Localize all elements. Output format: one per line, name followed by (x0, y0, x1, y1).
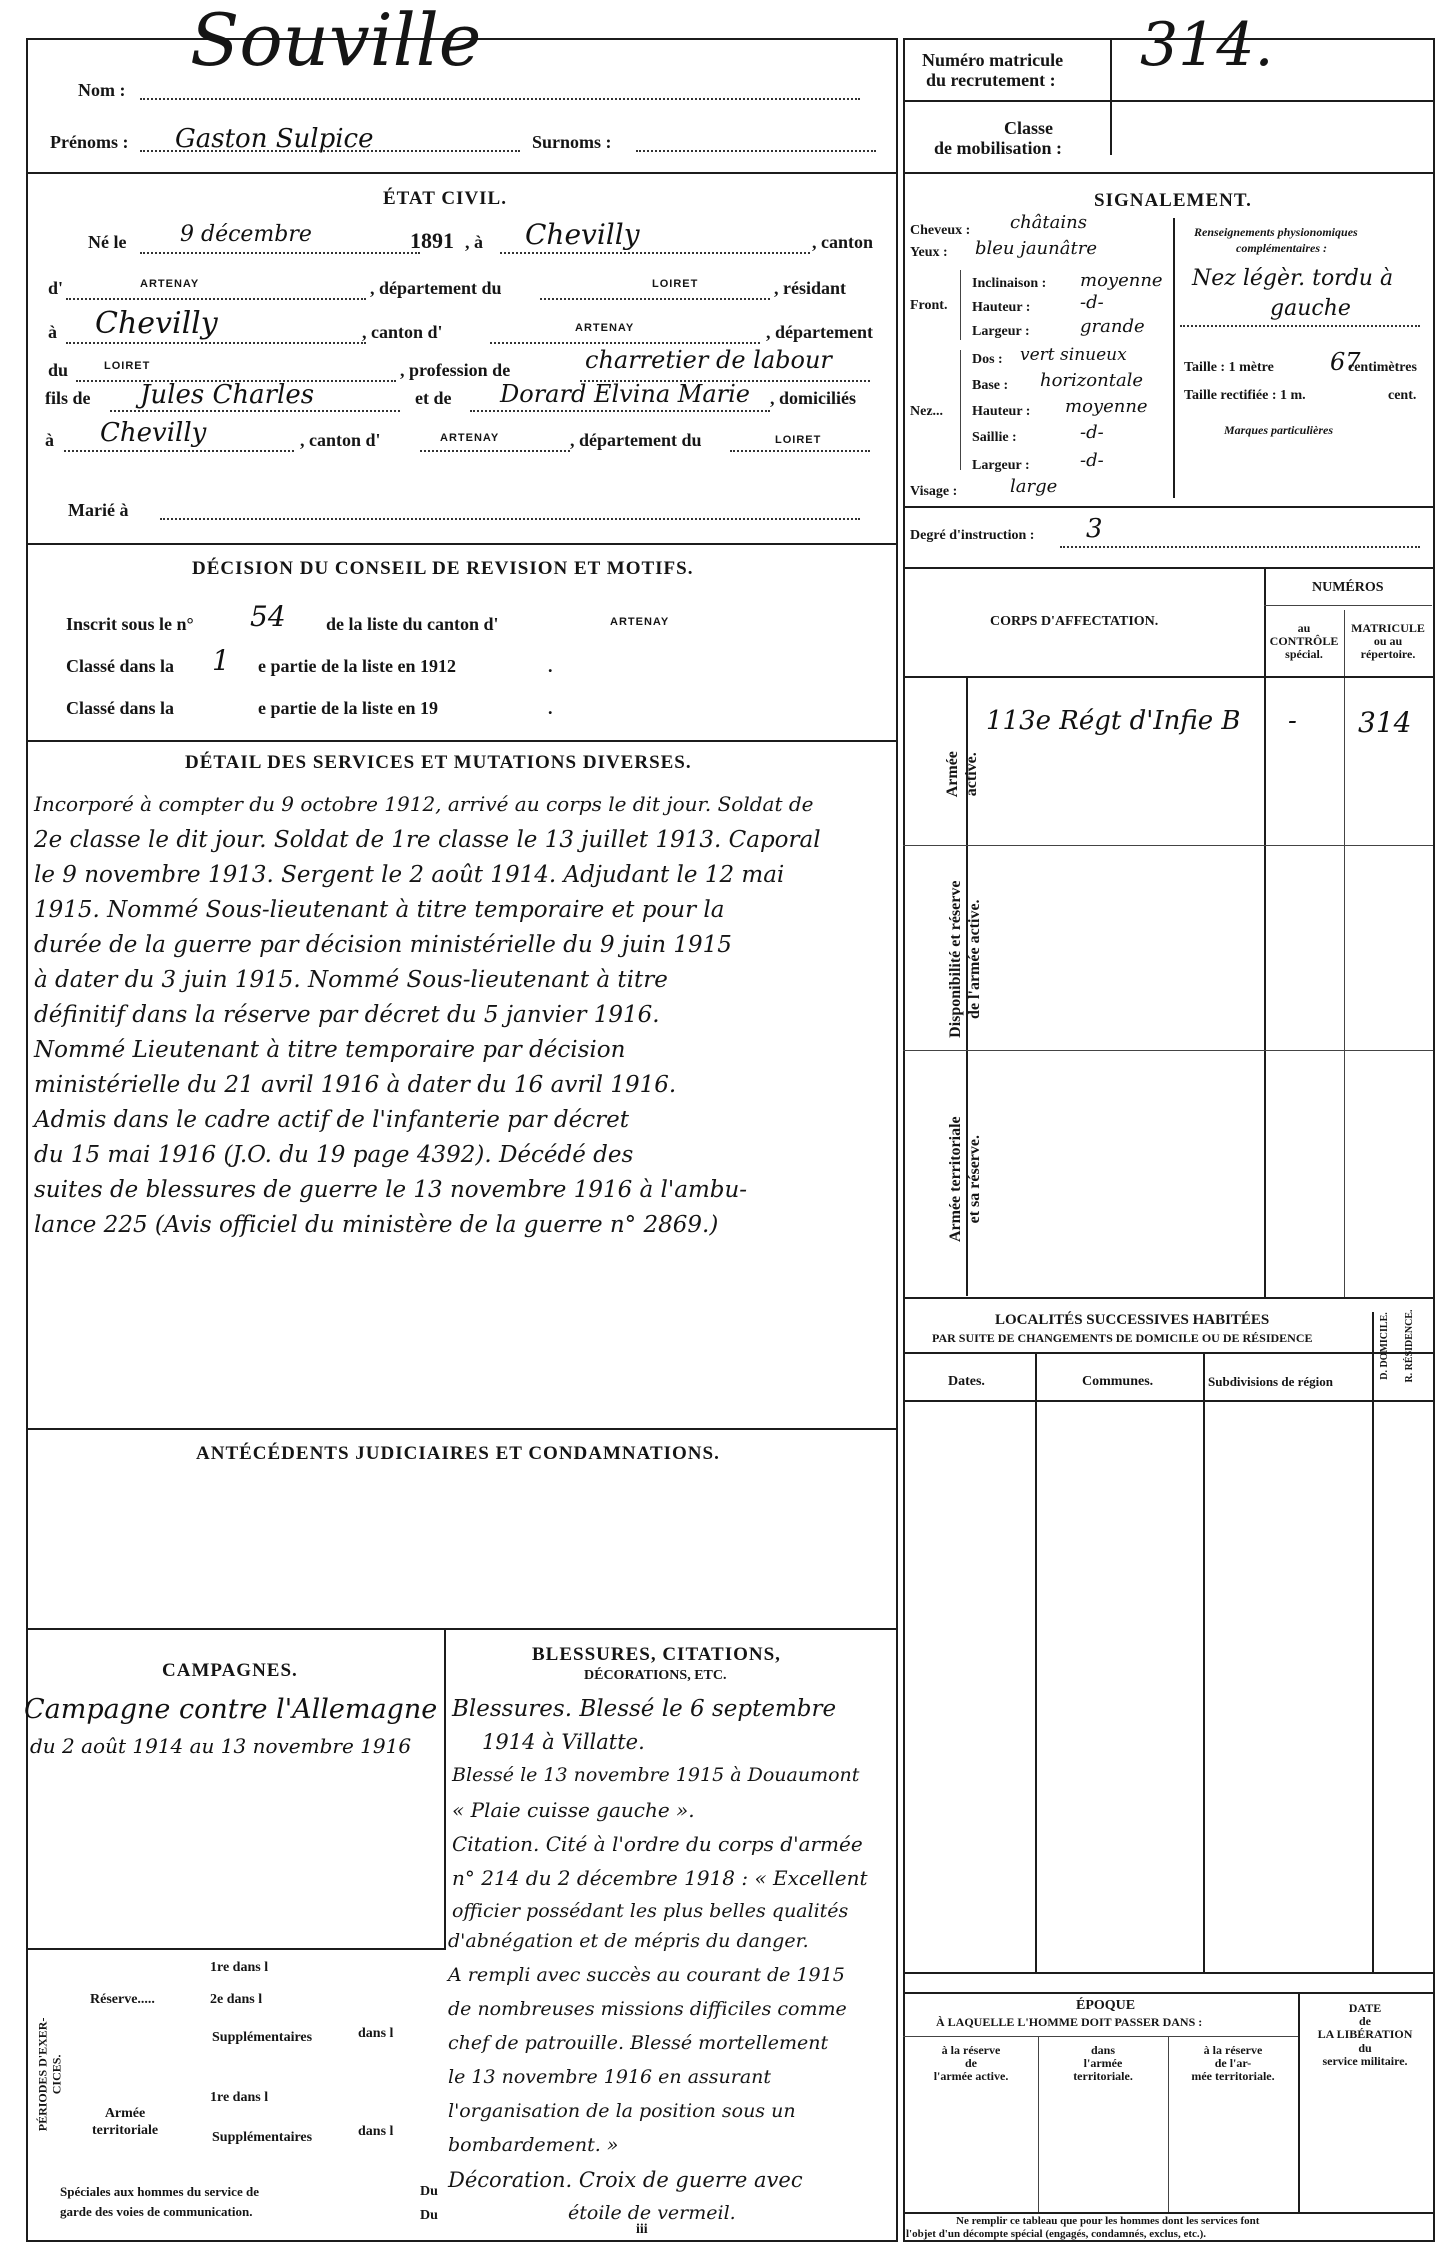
signalement-title: SIGNALEMENT. (1094, 190, 1252, 211)
nom-line (140, 98, 860, 100)
du2-label: Du (420, 2208, 438, 2223)
decision-bottom-rule (26, 740, 896, 742)
renseignements-value-2: gauche (1270, 296, 1351, 321)
inscrit-label: Inscrit sous le n° (66, 614, 194, 634)
birth-year: 1891 (410, 228, 454, 253)
resident-label: , résidant (774, 278, 846, 298)
dos-value: vert sinueux (1020, 345, 1127, 365)
prenoms-line (140, 150, 520, 152)
corps-label: CORPS D'AFFECTATION. (990, 614, 1159, 629)
blessures-line: de nombreuses missions difficiles comme (448, 1998, 847, 2020)
services-lines (34, 792, 894, 1247)
matricule-label-1: Numéro matricule (922, 50, 1064, 70)
services-title: DÉTAIL DES SERVICES ET MUTATIONS DIVERSES. (185, 752, 692, 773)
armee-active-label: Armée active. (943, 751, 980, 798)
largeur-value: grande (1080, 316, 1145, 337)
epoque-col-div-1 (1038, 2036, 1039, 2212)
liste-canton-value: ARTENAY (610, 616, 670, 628)
departement-value: LOIRET (652, 278, 699, 290)
localites-bottom-rule (903, 1972, 1433, 1974)
partie2-dot: . (548, 698, 553, 718)
classe-label-2: de mobilisation : (934, 138, 1063, 158)
numeros-label: NUMÉROS (1312, 580, 1384, 595)
degre-value: 3 (1086, 514, 1103, 544)
saillie-label: Saillie : (972, 430, 1017, 445)
services-line: lance 225 (Avis officiel du ministère de la guerre n° 2869.) (34, 1212, 719, 1238)
blessures-line: étoile de vermeil. (568, 2202, 736, 2224)
ne-le-line (140, 252, 420, 254)
localites-col-rule (903, 1400, 1433, 1402)
domicile-line (64, 450, 294, 452)
surnoms-label: Surnoms : (532, 132, 612, 152)
services-bottom-rule (26, 1428, 896, 1430)
services-line: Incorporé à compter du 9 octobre 1912, arrivé au corps le dit jour. Soldat de (34, 792, 814, 816)
footer-mark: iii (636, 2222, 648, 2237)
localites-div-3 (1372, 1312, 1374, 1972)
blessures-line: Citation. Cité à l'ordre du corps d'armée (452, 1832, 863, 1856)
antecedents-title: ANTÉCÉDENTS JUDICIAIRES ET CONDAMNATIONS. (196, 1443, 720, 1464)
front-label: Front. (910, 298, 948, 313)
residence-value: Chevilly (95, 306, 218, 341)
garde-label: garde des voies de communication. (60, 2204, 253, 2219)
marie-label: Marié à (68, 500, 129, 520)
armee-territoriale-label: Armée territoriale (92, 2106, 159, 2138)
canton3-label: , canton d' (300, 430, 381, 450)
cent-label: cent. (1388, 388, 1417, 403)
profession-value: charretier de labour (585, 346, 832, 374)
controle-value: - (1288, 706, 1297, 736)
surnoms-line (636, 150, 876, 152)
campagnes-divider (444, 1628, 446, 1948)
territoriale-supp: Supplémentaires (212, 2130, 313, 2145)
classe-label-1: Classe (1004, 118, 1053, 138)
services-line: Admis dans le cadre actif de l'infanterie par décret (34, 1107, 629, 1133)
departement3-value: LOIRET (775, 434, 822, 446)
blessures-line: n° 214 du 2 décembre 1918 : « Excellent (452, 1866, 868, 1890)
yeux-value: bleu jaunâtre (975, 238, 1097, 259)
services-line: 2e classe le dit jour. Soldat de 1re classe le 13 juillet 1913. Caporal (34, 827, 821, 853)
blessures-line: Blessures. Blessé le 6 septembre (452, 1696, 837, 1722)
visage-value: large (1010, 476, 1058, 497)
campagnes-line-1: Campagne contre l'Allemagne (24, 1694, 438, 1725)
signalement-divider (1173, 218, 1175, 498)
canton-line (66, 298, 366, 300)
renseignements-line (1180, 325, 1420, 327)
nez-label: Nez... (910, 404, 944, 419)
nez-largeur-value: -d- (1080, 450, 1104, 471)
cheveux-value: châtains (1010, 212, 1087, 233)
campagnes-line-2: du 2 août 1914 au 13 novembre 1916 (30, 1734, 412, 1758)
et-de-label: et de (415, 388, 452, 408)
renseignements-label-2: complémentaires : (1236, 241, 1327, 255)
degre-line (1060, 546, 1420, 548)
decision-title: DÉCISION DU CONSEIL DE REVISION ET MOTIFS. (192, 558, 694, 579)
canton-d-label: , canton d' (362, 322, 443, 342)
au-controle-label: au CONTRÔLE spécial. (1269, 621, 1339, 662)
localites-col-r: R. RÉSIDENCE. (1404, 1309, 1415, 1383)
localites-col-communes: Communes. (1082, 1374, 1154, 1389)
canton3-line (420, 450, 570, 452)
domicile-value: Chevilly (100, 418, 207, 448)
prenoms-value: Gaston Sulpice (175, 124, 374, 154)
blessures-line: Blessé le 13 novembre 1915 à Douaumont (452, 1764, 860, 1786)
blessures-line: le 13 novembre 1916 en assurant (448, 2066, 772, 2088)
canton-label: , canton (812, 232, 874, 252)
reserve-supplementaires: Supplémentaires (212, 2030, 313, 2045)
marie-line (160, 518, 860, 520)
renseignements-value-1: Nez légèr. tordu à (1192, 266, 1394, 291)
taille-label: Taille : 1 mètre (1184, 360, 1274, 375)
epoque-date-title: DATE de LA LIBÉRATION du service militaire. (1317, 2001, 1413, 2068)
blessures-line: l'organisation de la position sous un (448, 2100, 796, 2122)
dispo-label: Disponibilité et réserve de l'armée active. (946, 880, 983, 1038)
canton2-value: ARTENAY (575, 322, 635, 334)
localites-title: LOCALITÉS SUCCESSIVES HABITÉES (995, 1312, 1270, 1328)
d-label: d' (48, 278, 64, 298)
visage-label: Visage : (910, 484, 958, 499)
corps-matricule-value: 314 (1358, 706, 1412, 739)
partie1-dot: . (548, 656, 553, 676)
epoque-sub-rule (903, 2036, 1298, 2037)
departement3-line (730, 450, 870, 452)
blessures-lines-cont (448, 1930, 898, 2236)
classe1-value: 1 (212, 644, 230, 677)
services-line: le 9 novembre 1913. Sergent le 2 août 1914. Adjudant le 12 mai (34, 862, 785, 888)
epoque-note-2: l'objet d'un décompte spécial (engagés, condamnés, exclus, etc.). (906, 2228, 1207, 2240)
blessures-line: d'abnégation et de mépris du danger. (448, 1930, 809, 1952)
nez-hauteur-value: moyenne (1065, 396, 1148, 417)
services-line: Nommé Lieutenant à titre temporaire par décision (34, 1037, 626, 1063)
localites-col-d: D. DOMICILE. (1379, 1312, 1390, 1380)
residence-line (66, 342, 366, 344)
mother-line (470, 410, 770, 412)
father-line (110, 410, 400, 412)
campagnes-bottom-rule (26, 1948, 446, 1950)
birth-place: Chevilly (525, 218, 640, 251)
du-label: du (48, 360, 69, 380)
territoriale-label: Armée territoriale et sa réserve. (946, 1116, 983, 1243)
speciales-label: Spéciales aux hommes du service de (60, 2184, 259, 2199)
localites-header-rule (903, 1352, 1433, 1354)
departement2-value: LOIRET (104, 360, 151, 372)
services-line: 1915. Nommé Sous-lieutenant à titre temporaire et pour la (34, 897, 725, 923)
cheveux-label: Cheveux : (910, 223, 971, 238)
classe2-label: Classé dans la (66, 698, 175, 718)
liste-canton-label: de la liste du canton d' (326, 614, 499, 634)
degre-bottom-rule (903, 567, 1433, 569)
front-brace (960, 270, 961, 340)
ne-le-value: 9 décembre (180, 222, 312, 247)
du1-label: Du (420, 2184, 438, 2199)
blessures-lines (452, 1696, 902, 1934)
header-bottom-rule (26, 172, 896, 174)
services-line: à dater du 3 juin 1915. Nommé Sous-lieutenant à titre (34, 967, 668, 993)
father-value: Jules Charles (140, 380, 315, 410)
epoque-col2: dans l'armée territoriale. (1073, 2043, 1133, 2084)
departement-label: , département (766, 322, 873, 342)
etat-civil-title: ÉTAT CIVIL. (383, 188, 507, 209)
epoque-col1: à la réserve de l'armée active. (933, 2043, 1009, 2084)
fils-label: fils de (45, 388, 91, 408)
numeros-rule (1264, 605, 1432, 606)
nez-brace (960, 350, 961, 470)
domicilies-label: , domiciliés (770, 388, 856, 408)
blessures-line: chef de patrouille. Blessé mortellement (448, 2032, 829, 2054)
inscrit-value: 54 (250, 600, 286, 633)
matricule-label-2: du recrutement : (926, 70, 1056, 90)
canton2-line (490, 342, 760, 344)
etat-civil-bottom-rule (26, 543, 896, 545)
epoque-bottom-rule (903, 2212, 1433, 2214)
campagnes-title: CAMPAGNES. (162, 1660, 298, 1681)
blessures-subtitle: DÉCORATIONS, ETC. (584, 1668, 727, 1683)
dos-label: Dos : (972, 352, 1003, 367)
partie1-label: e partie de la liste en 1912 (258, 656, 456, 676)
services-line: durée de la guerre par décision ministérielle du 9 juin 1915 (34, 932, 732, 958)
epoque-top-rule (903, 1992, 1433, 1994)
signalement-bottom-rule (903, 506, 1433, 508)
blessures-title: BLESSURES, CITATIONS, (532, 1644, 781, 1665)
blessures-line: A rempli avec succès au courant de 1915 (448, 1964, 845, 1986)
blessures-line: officier possédant les plus belles qualités (452, 1900, 849, 1922)
yeux-label: Yeux : (910, 245, 948, 260)
services-line: définitif dans la réserve par décret du 5 janvier 1916. (34, 1002, 660, 1028)
localites-col-subdivisions: Subdivisions de région (1208, 1374, 1333, 1389)
birth-place-line (500, 252, 810, 254)
departement3-label: , département du (570, 430, 702, 450)
marques-label: Marques particulières (1224, 423, 1334, 437)
blessures-line: Décoration. Croix de guerre avec (448, 2168, 803, 2192)
nom-value: Souville (190, 0, 482, 82)
blessures-line: 1914 à Villatte. (482, 1730, 645, 1754)
hauteur-value: -d- (1080, 292, 1104, 313)
prenoms-label: Prénoms : (50, 132, 129, 152)
ne-le-label: Né le (88, 232, 127, 252)
largeur-label: Largeur : (972, 324, 1030, 339)
profession-label: , profession de (400, 360, 511, 380)
base-label: Base : (972, 378, 1009, 393)
mother-value: Dorard Elvina Marie (500, 380, 750, 408)
classe-rule (903, 172, 1433, 174)
base-value: horizontale (1040, 370, 1144, 391)
matricule-rep-label: MATRICULE ou au répertoire. (1351, 621, 1425, 662)
corps-divider-2 (1344, 610, 1345, 1297)
epoque-col-div-2 (1168, 2036, 1169, 2212)
nez-hauteur-label: Hauteur : (972, 404, 1031, 419)
reserve-r1: 1re dans l (210, 1960, 269, 1975)
matricule-divider (1110, 40, 1112, 155)
taille-value: 67 (1330, 348, 1361, 376)
a2-label: à (48, 322, 57, 342)
matricule-value: 314. (1140, 10, 1274, 80)
renseignements-label-1: Renseignements physionomiques (1194, 225, 1358, 239)
localites-div-1 (1035, 1352, 1037, 1972)
corps-header-rule (903, 676, 1433, 678)
classe1-label: Classé dans la (66, 656, 175, 676)
hauteur-label: Hauteur : (972, 300, 1031, 315)
blessures-line: « Plaie cuisse gauche ». (452, 1798, 695, 1822)
antecedents-bottom-rule (26, 1628, 896, 1630)
epoque-subtitle: À LAQUELLE L'HOMME DOIT PASSER DANS : (936, 2015, 1203, 2029)
inclinaison-value: moyenne (1080, 270, 1163, 291)
departement-line (540, 298, 770, 300)
localites-subtitle: PAR SUITE DE CHANGEMENTS DE DOMICILE OU DE RÉSIDENCE (932, 1331, 1313, 1345)
reserve-label: Réserve..... (90, 1992, 155, 2007)
canton3-value: ARTENAY (440, 432, 500, 444)
territoriale-t1: 1re dans l (210, 2090, 269, 2105)
periodes-side-label: PÉRIODES D'EXER- CICES. (35, 2017, 64, 2132)
saillie-value: -d- (1080, 422, 1104, 443)
departement-du-label: , département du (370, 278, 502, 298)
birth-a-label: , à (465, 232, 483, 252)
nez-largeur-label: Largeur : (972, 458, 1030, 473)
reserve-r2: 2e dans l (210, 1992, 263, 2007)
corps-bottom-rule (903, 1297, 1433, 1299)
canton-value: ARTENAY (140, 278, 200, 290)
inclinaison-label: Inclinaison : (972, 276, 1047, 291)
nom-label: Nom : (78, 80, 126, 100)
epoque-col3: à la réserve de l'ar- mée territoriale. (1191, 2043, 1275, 2084)
partie2-label: e partie de la liste en 19 (258, 698, 438, 718)
degre-label: Degré d'instruction : (910, 528, 1035, 543)
centimetres-label: centimètres (1348, 360, 1417, 375)
services-line: ministérielle du 21 avril 1916 à dater du 16 avril 1916. (34, 1072, 677, 1098)
services-line: du 15 mai 1916 (J.O. du 19 page 4392). Décédé des (34, 1142, 634, 1168)
taille-rect-label: Taille rectifiée : 1 m. (1184, 388, 1306, 403)
a3-label: à (45, 430, 54, 450)
localites-col-dates: Dates. (948, 1374, 985, 1389)
services-line: suites de blessures de guerre le 13 novembre 1916 à l'ambu- (34, 1177, 748, 1203)
reserve-dans-l: dans l (358, 2026, 394, 2041)
corps-value: 113e Régt d'Infie B (986, 706, 1241, 736)
epoque-note: Ne remplir ce tableau que pour les hommes dont les services font (956, 2215, 1260, 2227)
matricule-rule (903, 100, 1433, 102)
blessures-line: bombardement. » (448, 2134, 619, 2156)
territoriale-dans: dans l (358, 2124, 394, 2139)
epoque-title: ÉPOQUE (1076, 1998, 1136, 2013)
localites-div-2 (1203, 1352, 1205, 1972)
